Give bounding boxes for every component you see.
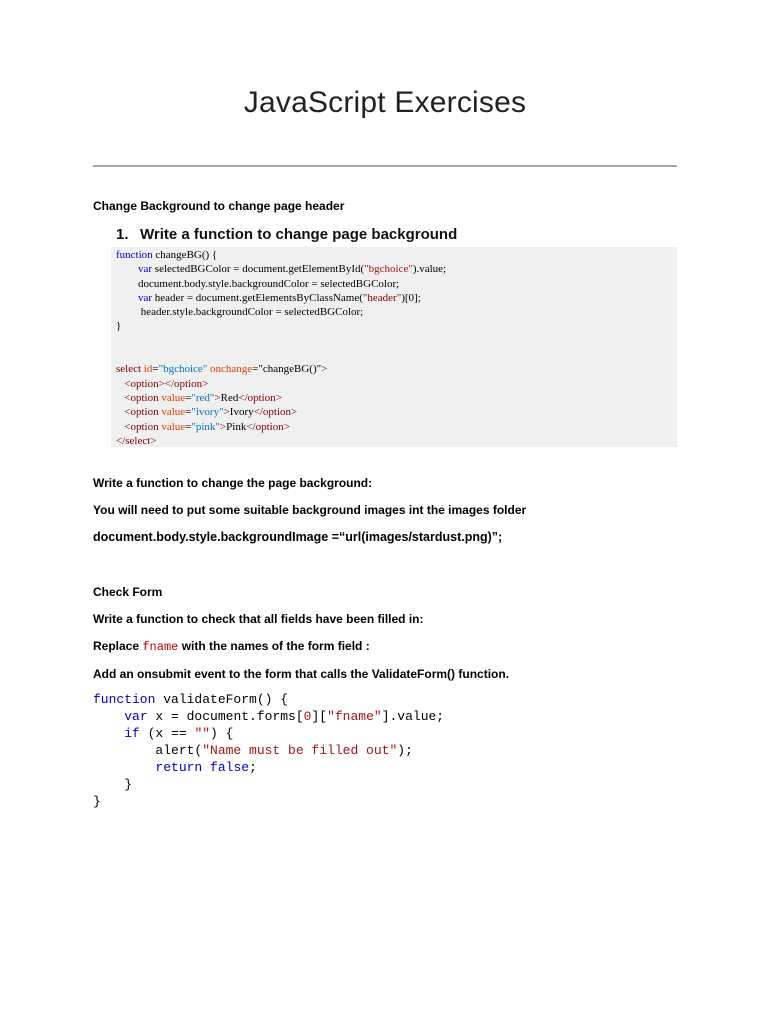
code-token [93,709,124,724]
code-token: "red" [191,391,215,404]
code-token: ; [249,760,257,775]
code-token: > [223,406,230,419]
code-token: var [138,263,153,276]
code-line [93,743,413,758]
code-token: "bgchoice" [364,263,413,276]
code-token: "header" [362,291,402,304]
code-token: = [185,391,192,404]
code-line [93,794,101,809]
code-token: = [185,420,192,433]
code-token: "ivory" [191,406,224,419]
code-token: return [155,760,203,775]
code-line [116,435,157,447]
section-heading-check-form: Check Form [93,585,163,599]
code-listing-validate-form [93,691,444,810]
code-token: alert( [93,743,203,758]
code-token: </option> [238,391,282,404]
code-token [116,421,124,433]
code-token: header.style.backgroundColor = selectedBGColor; [116,306,364,319]
paragraph-background-image-code: document.body.style.backgroundImage =“url(images/stardust.png)”; [93,530,503,544]
code-line [116,278,399,290]
code-token: false [210,760,250,775]
code-token: <option [124,406,162,419]
code-token: (x == [139,726,195,741]
code-token: } [93,794,101,809]
code-line [116,306,363,318]
code-line [116,378,208,390]
code-token: id [143,363,153,376]
code-listing-change-bg [116,248,446,448]
code-token: > [219,420,227,433]
code-token: changeBG() { [152,249,218,261]
code-token: value [161,420,186,433]
code-token: "bgchoice" [158,363,208,376]
code-line [116,392,282,404]
code-token: selectedBGColor = document.getElementById( [152,263,365,276]
code-token: <option [124,420,162,433]
code-line [116,263,446,275]
code-token: > [321,363,328,376]
code-token: function [116,249,153,261]
code-token: = [185,406,192,419]
code-line [93,726,233,741]
code-token: function [93,692,156,707]
code-token: Ivory [229,406,254,419]
code-token: "Name must be filled out" [202,743,398,758]
code-token: onchange [210,363,253,376]
code-token: } [116,320,122,333]
code-token: "pink" [191,420,220,433]
code-token: value [161,391,186,404]
list-number: 1. [116,226,129,243]
code-token: ][ [311,709,328,724]
code-token [93,726,124,741]
code-token: </option> [246,420,290,433]
code-token: x = document.forms[ [147,709,304,724]
code-token: document.body.style.backgroundColor = selectedBGColor; [116,277,400,290]
code-token: ="changeBG()" [252,363,322,376]
replace-text-before: Replace [93,639,143,653]
page-title: JavaScript Exercises [243,86,527,119]
code-token: 0 [303,709,312,724]
code-token: "" [194,726,211,741]
code-token: var [124,709,148,724]
code-line [93,760,257,775]
code-line [93,692,288,707]
code-token: </option> [253,406,298,419]
list-heading-text: Write a function to change page background [140,226,458,243]
code-token: var [138,291,153,304]
code-token: )[0]; [401,291,421,304]
code-token: select [116,363,144,376]
code-token: <option></option> [124,377,209,390]
paragraph-background-images: You will need to put some suitable background images int the images folder [93,503,527,517]
code-line [116,406,297,418]
code-line [116,292,421,304]
code-line [116,363,327,375]
code-token [116,292,138,304]
code-token: Red [220,391,239,404]
code-token [116,263,138,275]
code-token: value [161,406,186,419]
code-token: validateForm() { [155,692,289,707]
code-token: "fname" [327,709,382,724]
code-token: <option [124,391,162,404]
code-token: = [152,363,159,376]
code-token: > [214,391,221,404]
paragraph-replace-fname [93,639,370,654]
code-token: ) { [210,726,234,741]
code-line [93,777,132,792]
code-token: header = document.getElementsByClassName( [152,291,363,304]
code-token: if [124,726,140,741]
code-line [116,320,121,332]
fname-code: fname [142,640,179,654]
code-block-change-bg [111,247,677,447]
paragraph-change-background: Write a function to change the page background: [93,476,373,490]
code-token [116,378,124,390]
code-token [202,760,210,775]
title-divider [93,165,677,167]
code-token: ); [397,743,413,758]
section-heading-background: Change Background to change page header [93,199,345,213]
paragraph-onsubmit: Add an onsubmit event to the form that calls the ValidateForm() function. [93,667,510,681]
code-line [93,709,444,724]
replace-text-after: with the names of the form field : [178,639,370,653]
paragraph-check-fields: Write a function to check that all fields have been filled in: [93,612,424,626]
code-token: } [93,777,133,792]
code-token [93,760,155,775]
code-line [116,421,290,433]
code-token [116,392,124,404]
code-token [116,406,124,418]
code-token: ].value; [381,709,445,724]
numbered-heading [116,226,457,243]
code-line [116,249,217,261]
code-token: ).value; [412,263,447,276]
code-token: </select> [116,434,157,447]
code-token: Pink [226,420,247,433]
